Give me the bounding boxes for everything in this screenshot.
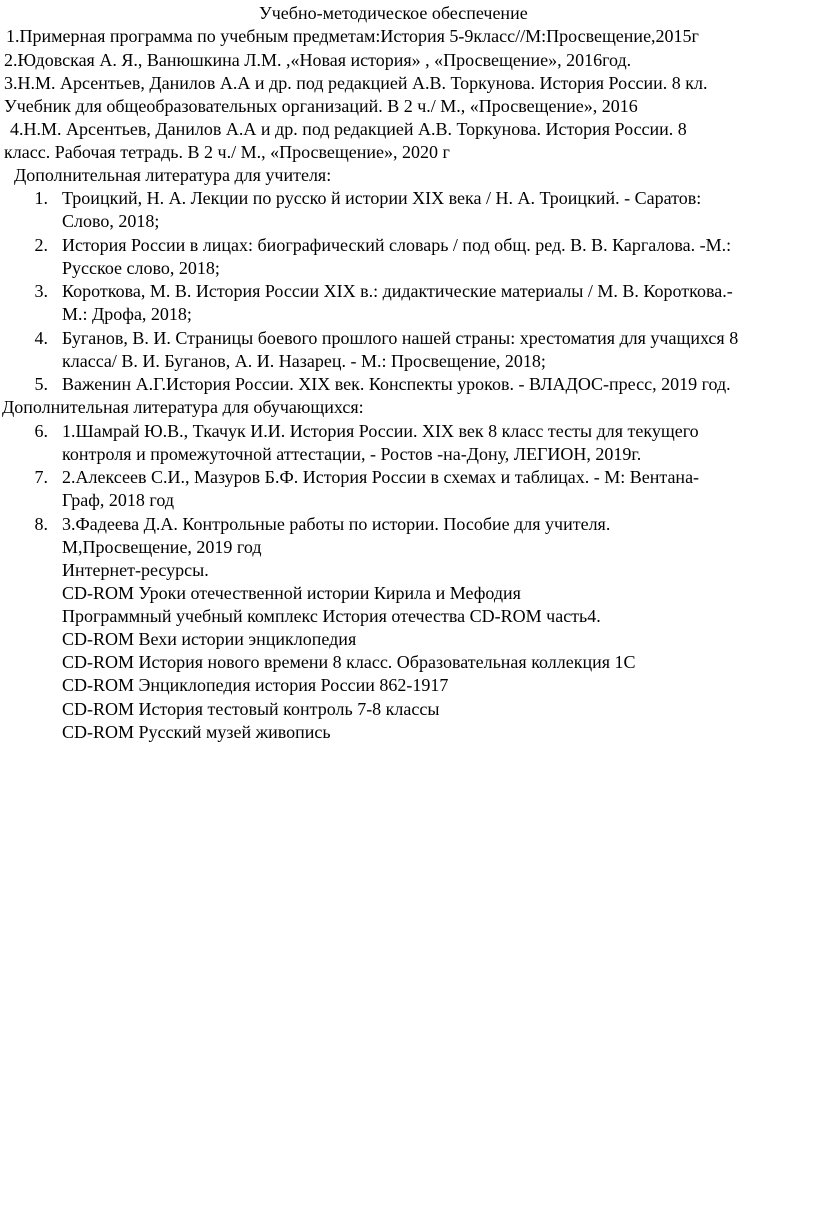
teacher-list-item-3-line-2: М.: Дрофа, 2018;	[62, 304, 192, 324]
teacher-list-item-4-line-2: класса/ В. И. Буганов, А. И. Назарец. - М.: Просвещение, 2018;	[62, 351, 546, 371]
cd-rom-item: CD-ROM Энциклопедия история России 862-1917	[62, 675, 449, 695]
teacher-list-item-4-line-1: Буганов, В. И. Страницы боевого прошлого нашей страны: хрестоматия для учащихся 8	[62, 328, 739, 348]
cd-rom-item: CD-ROM История нового времени 8 класс. Образовательная коллекция 1С	[62, 652, 636, 672]
student-list-item-6-line-1: 1.Шамрай Ю.В., Ткачук И.И. История России. XIX век 8 класс тесты для текущего	[62, 421, 699, 441]
student-literature-heading: Дополнительная литература для обучающихся:	[2, 397, 364, 417]
document-title: Учебно-методическое обеспечение	[259, 3, 528, 23]
main-source-3-line-1: 3.Н.М. Арсентьев, Данилов А.А и др. под редакцией А.В. Торкунова. История России. 8 кл.	[4, 73, 708, 93]
cd-rom-item: CD-ROM История тестовый контроль 7-8 классы	[62, 699, 440, 719]
teacher-list-item-3-line-1: Короткова, М. В. История России XIX в.: дидактические материалы / М. В. Короткова.-	[62, 281, 733, 301]
list-number: 4.	[34, 328, 48, 348]
teacher-list-item-1-line-2: Слово, 2018;	[62, 211, 160, 231]
list-number: 2.	[34, 235, 48, 255]
cd-rom-item: CD-ROM Уроки отечественной истории Кирила и Мефодия	[62, 583, 521, 603]
teacher-list-item-5: Важенин А.Г.История России. XIX век. Конспекты уроков. - ВЛАДОС-пресс, 2019 год.	[62, 374, 731, 394]
main-source-1: 1.Примерная программа по учебным предметам:История 5-9класс//М:Просвещение,2015г	[6, 26, 699, 46]
main-source-3-line-2: Учебник для общеобразовательных организаций. В 2 ч./ М., «Просвещение», 2016	[4, 96, 638, 116]
teacher-list-item-1-line-1: Троицкий, Н. А. Лекции по русско й истории XIX века / Н. А. Троицкий. - Саратов:	[62, 188, 702, 208]
cd-rom-item: CD-ROM Русский музей живопись	[62, 722, 331, 742]
teacher-list-item-2-line-2: Русское слово, 2018;	[62, 258, 220, 278]
student-list-item-8-line-1: 3.Фадеева Д.А. Контрольные работы по истории. Пособие для учителя.	[62, 514, 611, 534]
list-number: 8.	[34, 514, 48, 534]
list-number: 5.	[34, 374, 48, 394]
main-source-4-line-2: класс. Рабочая тетрадь. В 2 ч./ М., «Просвещение», 2020 г	[4, 142, 450, 162]
list-number: 7.	[34, 467, 48, 487]
student-list-item-7-line-2: Граф, 2018 год	[62, 490, 174, 510]
cd-rom-item: Программный учебный комплекс История отечества CD-ROM часть4.	[62, 606, 601, 626]
student-list-item-8-line-2: М,Просвещение, 2019 год	[62, 537, 262, 557]
main-source-2: 2.Юдовская А. Я., Ванюшкина Л.М. ,«Новая история» , «Просвещение», 2016год.	[4, 50, 632, 70]
main-source-4-line-1: 4.Н.М. Арсентьев, Данилов А.А и др. под редакцией А.В. Торкунова. История России. 8	[10, 119, 687, 139]
cd-rom-item: CD-ROM Вехи истории энциклопедия	[62, 629, 357, 649]
student-list-item-7-line-1: 2.Алексеев С.И., Мазуров Б.Ф. История России в схемах и таблицах. - М: Вентана-	[62, 467, 700, 487]
teacher-literature-heading: Дополнительная литература для учителя:	[14, 165, 332, 185]
internet-resources-label: Интернет-ресурсы.	[62, 560, 209, 580]
list-number: 6.	[34, 421, 48, 441]
teacher-list-item-2-line-1: История России в лицах: биографический словарь / под общ. ред. В. В. Каргалова. -М.:	[62, 235, 732, 255]
list-number: 3.	[34, 281, 48, 301]
student-list-item-6-line-2: контроля и промежуточной аттестации, - Ростов -на-Дону, ЛЕГИОН, 2019г.	[62, 444, 642, 464]
list-number: 1.	[34, 188, 48, 208]
